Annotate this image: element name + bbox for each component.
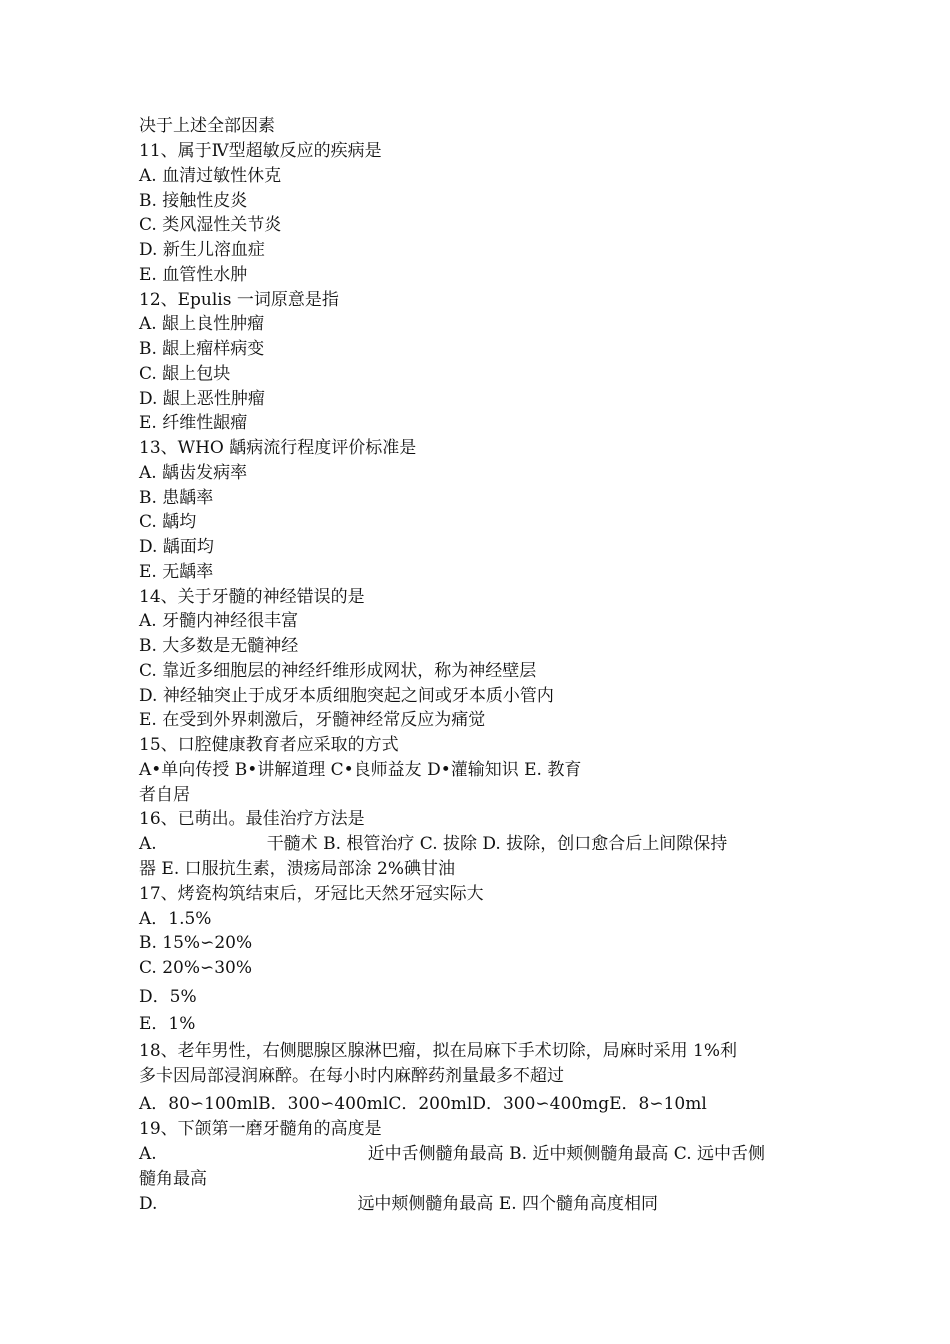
options-text: 远中颊侧髓角最高 E. 四个髓角高度相同 [357,1194,659,1214]
question-19-options [139,1142,765,1166]
option-line: A．1.5% [139,909,212,929]
option-line: C. 20%∽30% [139,958,253,978]
option-line: B. 大多数是无髓神经 [139,636,299,656]
options-text: 近中舌侧髓角最高 B. 近中颊侧髓角最高 C. 远中舌侧 [367,1144,766,1164]
question-16-options [139,832,727,856]
question-18-options: A．80∽100mlB．300∽400mlC．200mlD．300∽400mgE．8∽10ml [139,1094,707,1114]
option-line: B. 接触性皮炎 [139,191,248,211]
option-line-continued: 者自居 [139,785,190,805]
option-line: A. 龈上良性肿瘤 [139,314,265,334]
option-line: E．1% [139,1014,196,1034]
option-line: B. 15%∽20% [139,933,253,953]
option-line: E. 无龋率 [139,562,214,582]
question-19-options-2 [139,1192,658,1216]
option-line-continued: 器 E. 口服抗生素，溃疡局部涂 2%碘甘油 [139,859,455,879]
option-line-continued: 髓角最高 [139,1169,207,1189]
option-line: D. 龋面均 [139,537,214,557]
question-12: 12、Epulis 一词原意是指 [139,290,339,310]
option-line: D. 龈上恶性肿瘤 [139,389,265,409]
question-14: 14、关于牙髓的神经错误的是 [139,587,365,607]
question-18: 18、老年男性，右侧腮腺区腺淋巴瘤，拟在局麻下手术切除，局麻时采用 1%利 [139,1041,738,1061]
option-line: D．5% [139,987,197,1007]
option-label: D. [139,1194,158,1214]
question-13: 13、WHO 龋病流行程度评价标准是 [139,438,417,458]
option-label: A. [139,1144,157,1164]
question-18-continued: 多卡因局部浸润麻醉。在每小时内麻醉药剂量最多不超过 [139,1066,564,1086]
option-line: E. 纤维性龈瘤 [139,413,248,433]
option-line: A. 龋齿发病率 [139,463,248,483]
option-line: C. 靠近多细胞层的神经纤维形成网状，称为神经壁层 [139,661,537,681]
option-line: E. 在受到外界刺激后，牙髓神经常反应为痛觉 [139,710,486,730]
question-17: 17、烤瓷构筑结束后，牙冠比天然牙冠实际大 [139,884,484,904]
question-11: 11、属于Ⅳ型超敏反应的疾病是 [139,141,382,161]
question-16: 16、已萌出。最佳治疗方法是 [139,809,365,829]
option-line: A. 血清过敏性休克 [139,166,282,186]
option-line: B. 患龋率 [139,488,214,508]
option-line: A•单向传授 B•讲解道理 C•良师益友 D•灌输知识 E. 教育 [139,760,582,780]
option-line: C. 龋均 [139,512,197,532]
option-label: A. [139,834,157,854]
option-line: A. 牙髓内神经很丰富 [139,611,299,631]
text-line: 决于上述全部因素 [139,116,275,136]
question-19: 19、下颌第一磨牙髓角的高度是 [139,1119,382,1139]
option-line: D. 神经轴突止于成牙本质细胞突起之间或牙本质小管内 [139,686,554,706]
option-line: C. 类风湿性关节炎 [139,215,282,235]
options-text: 干髓术 B. 根管治疗 C. 拔除 D. 拔除，创口愈合后上间隙保持 [266,834,728,854]
question-15: 15、口腔健康教育者应采取的方式 [139,735,399,755]
option-line: E. 血管性水肿 [139,265,248,285]
option-line: B. 龈上瘤样病变 [139,339,265,359]
option-line: C. 龈上包块 [139,364,231,384]
option-line: D. 新生儿溶血症 [139,240,265,260]
